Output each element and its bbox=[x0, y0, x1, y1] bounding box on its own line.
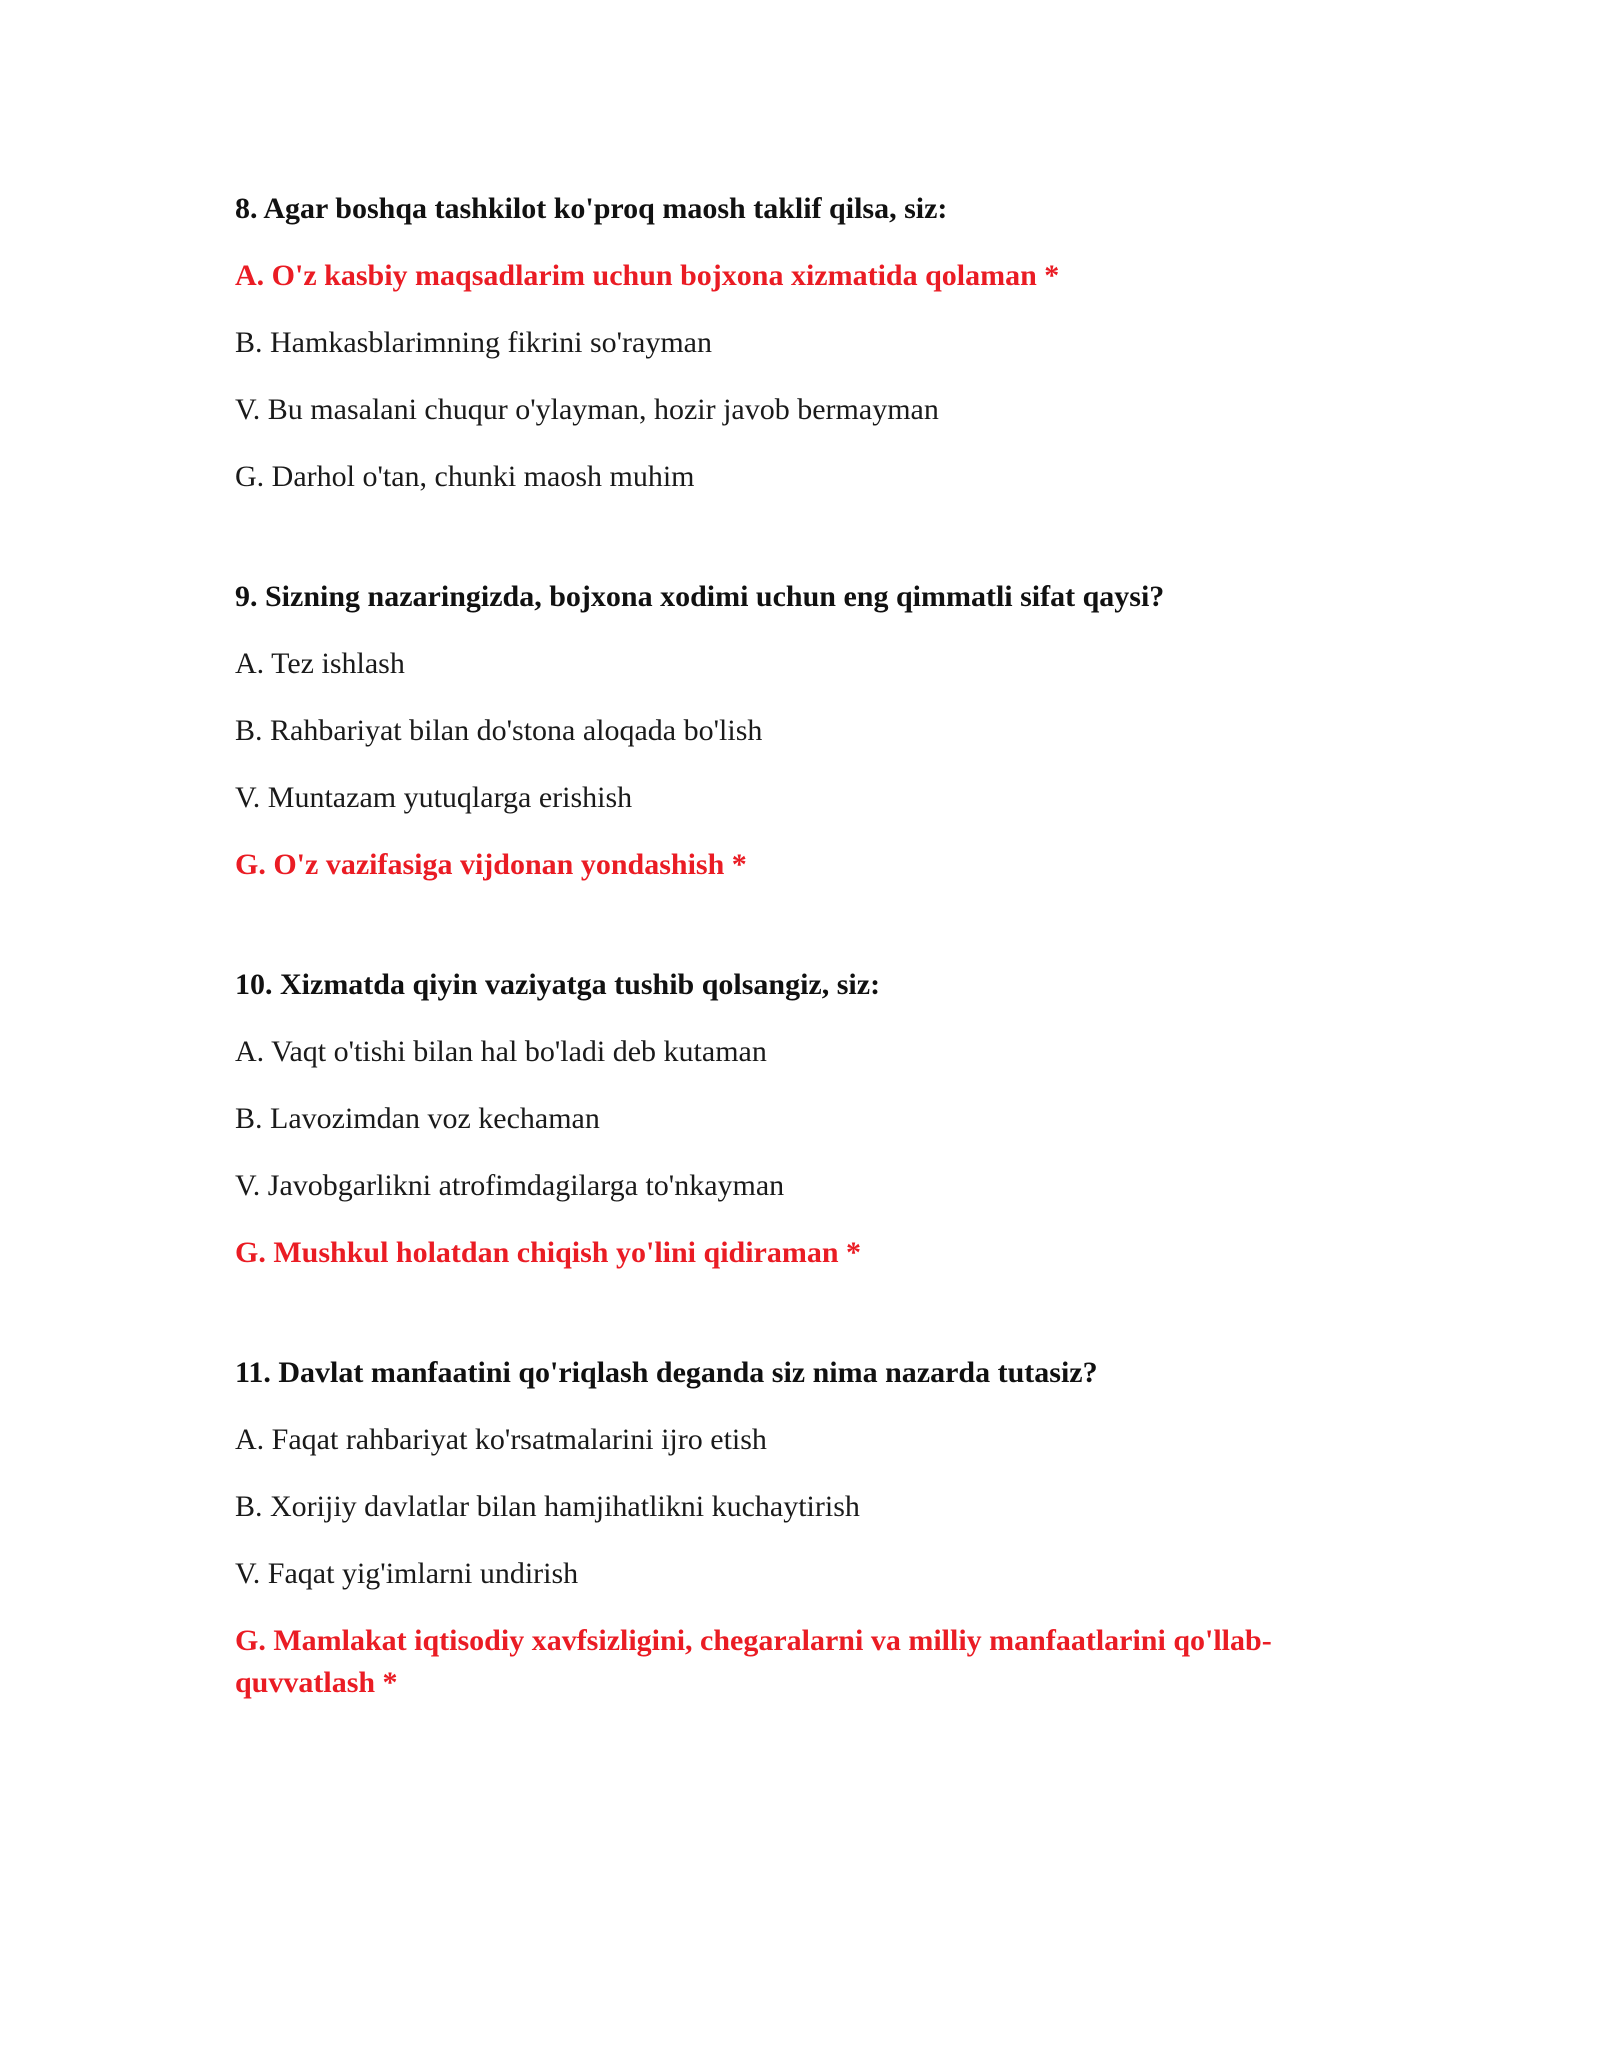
answer-option-correct: G. Mamlakat iqtisodiy xavfsizligini, chegaralarni va milliy manfaatlarini qo'llab-quvvatlash * bbox=[235, 1624, 1272, 1699]
answer-option: B. Lavozimdan voz kechaman bbox=[235, 1102, 600, 1135]
question-11 bbox=[235, 1352, 1365, 1704]
answer-option: B. Hamkasblarimning fikrini so'rayman bbox=[235, 326, 712, 359]
answer-option: B. Xorijiy davlatlar bilan hamjihatlikni kuchaytirish bbox=[235, 1490, 860, 1523]
answer-option: B. Rahbariyat bilan do'stona aloqada bo'lish bbox=[235, 714, 763, 747]
answer-option: V. Javobgarlikni atrofimdagilarga to'nkayman bbox=[235, 1169, 785, 1202]
answer-option: A. Faqat rahbariyat ko'rsatmalarini ijro etish bbox=[235, 1423, 767, 1456]
question-title: 8. Agar boshqa tashkilot ko'proq maosh taklif qilsa, siz: bbox=[235, 192, 948, 225]
answer-option: A. Tez ishlash bbox=[235, 647, 405, 680]
answer-option-correct: G. O'z vazifasiga vijdonan yondashish * bbox=[235, 848, 747, 881]
question-title: 10. Xizmatda qiyin vaziyatga tushib qolsangiz, siz: bbox=[235, 968, 881, 1001]
answer-option-correct: G. Mushkul holatdan chiqish yo'lini qidiraman * bbox=[235, 1236, 862, 1269]
question-10 bbox=[235, 964, 1365, 1274]
answer-option: G. Darhol o'tan, chunki maosh muhim bbox=[235, 460, 695, 493]
question-title: 11. Davlat manfaatini qo'riqlash deganda siz nima nazarda tutasiz? bbox=[235, 1356, 1098, 1389]
answer-option: V. Muntazam yutuqlarga erishish bbox=[235, 781, 633, 814]
answer-option: A. Vaqt o'tishi bilan hal bo'ladi deb kutaman bbox=[235, 1035, 767, 1068]
question-list bbox=[235, 188, 1365, 1782]
question-9 bbox=[235, 576, 1365, 886]
question-title: 9. Sizning nazaringizda, bojxona xodimi uchun eng qimmatli sifat qaysi? bbox=[235, 580, 1165, 613]
answer-option-correct: A. O'z kasbiy maqsadlarim uchun bojxona xizmatida qolaman * bbox=[235, 259, 1060, 292]
answer-option: V. Bu masalani chuqur o'ylayman, hozir javob bermayman bbox=[235, 393, 939, 426]
question-8 bbox=[235, 188, 1365, 498]
answer-option: V. Faqat yig'imlarni undirish bbox=[235, 1557, 579, 1590]
